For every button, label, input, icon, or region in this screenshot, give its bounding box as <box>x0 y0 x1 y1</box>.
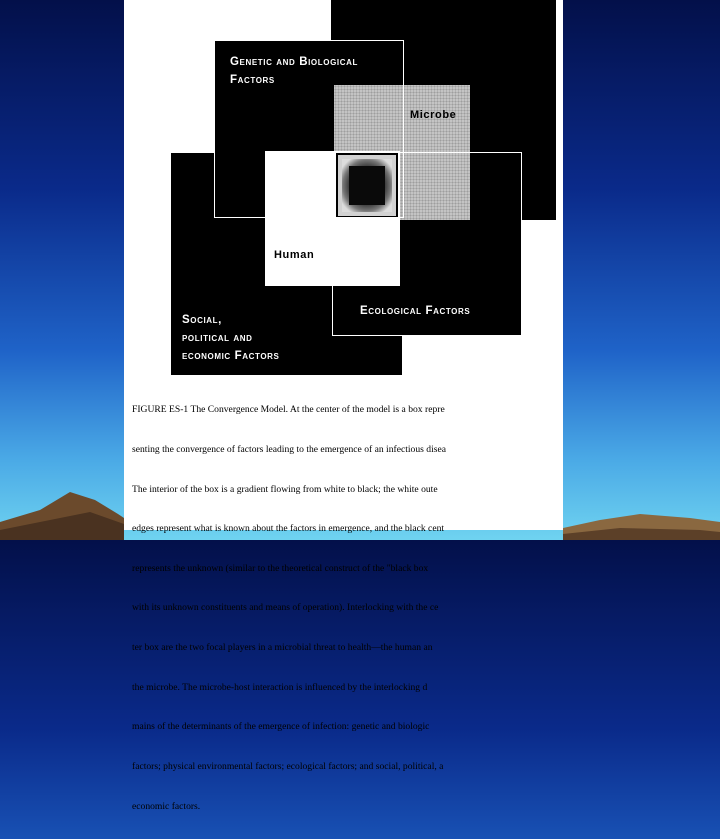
scanned-figure-page <box>124 0 563 812</box>
label-genetic-biological: Genetic and Biological Factors <box>230 56 358 86</box>
label-social-political-economic: Social, political and economic Factors <box>182 314 280 362</box>
label-physical-environmental: Physical Environmental Factors <box>467 19 547 67</box>
caption-line: the microbe. The microbe-host interaction is influenced by the interlocking d <box>132 681 428 693</box>
caption-line: senting the convergence of factors leading to the emergence of an infectious disea <box>132 444 446 456</box>
caption-line: edges represent what is known about the factors in emergence, and the black cent <box>132 523 445 535</box>
caption-line: The interior of the box is a gradient flowing from white to black; the white oute <box>132 483 438 495</box>
caption-line: economic factors. <box>132 800 201 812</box>
caption-line: ter box are the two focal players in a microbial threat to health—the human an <box>132 642 433 654</box>
figure-caption <box>132 377 564 839</box>
caption-line: FIGURE ES-1 The Convergence Model. At the center of the model is a box repre <box>132 404 445 416</box>
caption-line: represents the unknown (similar to the theoretical construct of the "black box <box>132 562 429 574</box>
label-human: Human <box>274 249 315 261</box>
caption-line: with its unknown constituents and means of operation). Interlocking with the ce <box>132 602 439 614</box>
label-microbe: Microbe <box>410 109 457 121</box>
caption-line: mains of the determinants of the emergence of infection: genetic and biologic <box>132 721 430 733</box>
caption-line: factors; physical environmental factors; ecological factors; and social, political, a <box>132 760 444 772</box>
label-ecological: Ecological Factors <box>360 305 471 317</box>
